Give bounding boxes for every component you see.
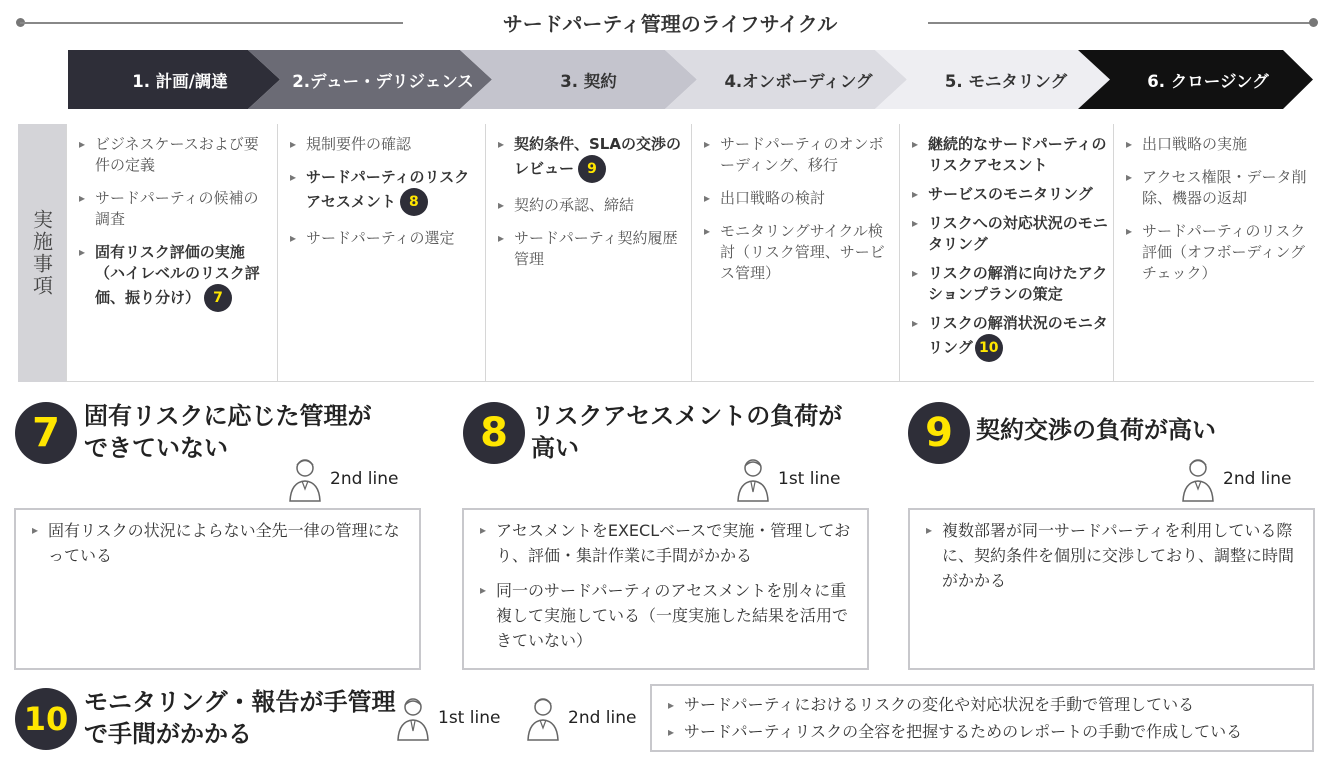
- list-item: ▸ サービスのモニタリング: [910, 184, 1109, 205]
- issue-badge-10: 10: [975, 334, 1003, 362]
- activities-side-label: [18, 124, 66, 382]
- list-item: ▸ リスクへの対応状況のモニタリング: [910, 213, 1109, 255]
- list-item: ▸ サードパーティの選定: [288, 228, 479, 249]
- issue-number-10: 10: [15, 688, 77, 750]
- activity-column-6: [1113, 124, 1314, 382]
- activity-column-3: [485, 124, 691, 382]
- list-item: ▸ 出口戦略の実施: [1124, 134, 1308, 155]
- list-item: ▸ 契約の承認、締結: [496, 195, 685, 216]
- line-label: 1st line: [778, 469, 841, 489]
- list-item: ▸ サードパーティのリスク評価（オフボーディングチェック）: [1124, 221, 1308, 284]
- issue-title-8: リスクアセスメントの負荷が 高い: [531, 402, 843, 462]
- issue-badge-9: 9: [578, 155, 606, 183]
- person-outline-icon: [736, 456, 770, 502]
- issue-number-8: 8: [463, 402, 525, 464]
- phase-2-label: 2.デュー・デリジェンス: [292, 71, 474, 91]
- list-item: ▸ 固有リスクの状況によらない全先一律の管理になっている: [30, 518, 407, 568]
- activities-label-text: 実施事項: [29, 209, 54, 297]
- line-tag-10-second: [526, 695, 636, 741]
- activity-bottom-rule: [66, 381, 1314, 382]
- list-item: ▸ モニタリングサイクル検討（リスク管理、サービス管理）: [702, 221, 893, 284]
- issue-box-9: [908, 508, 1315, 670]
- line-tag-8: [736, 456, 840, 502]
- list-item: ▸ サードパーティリスクの全容を把握するためのレポートの手動で作成している: [666, 720, 1300, 744]
- list-item: ▸ リスクの解消に向けたアクションプランの策定: [910, 263, 1109, 305]
- list-item: ▸ サードパーティ契約履歴管理: [496, 228, 685, 270]
- list-item: ▸ サードパーティのオンボーディング、移行: [702, 134, 893, 176]
- issue-title-9: 契約交渉の負荷が高い: [976, 416, 1216, 444]
- issue-badge-8: 8: [400, 188, 428, 216]
- list-item: ▸ 継続的なサードパーティのリスクアセスント: [910, 134, 1109, 176]
- list-item: ▸ 規制要件の確認: [288, 134, 479, 155]
- line-label: 1st line: [438, 708, 501, 728]
- issue-box-7: [14, 508, 421, 670]
- phase-5-label: 5. モニタリング: [944, 71, 1068, 91]
- list-item: ▸ 固有リスク評価の実施（ハイレベルのリスク評価、振り分け） 7: [77, 242, 271, 312]
- list-item: ▸ リスクの解消状況のモニタリング 10: [910, 313, 1109, 362]
- list-item: ▸ サードパーティにおけるリスクの変化や対応状況を手動で管理している: [666, 693, 1300, 717]
- page-title: サードパーティ管理のライフサイクル: [502, 12, 838, 36]
- person-outline-icon: [288, 456, 322, 502]
- activity-column-1: [66, 124, 277, 382]
- activity-column-4: [691, 124, 899, 382]
- line-tag-7: [288, 456, 398, 502]
- issue-number-9: 9: [908, 402, 970, 464]
- phase-3-label: 3. 契約: [560, 71, 617, 91]
- line-tag-9: [1181, 456, 1291, 502]
- list-item: ▸ 契約条件、SLAの交渉のレビュー 9: [496, 134, 685, 183]
- list-item: ▸ アセスメントをEXECLベースで実施・管理しており、評価・集計作業に手間がかかる: [478, 518, 855, 568]
- phase-6-label: 6. クロージング: [1147, 71, 1269, 91]
- person-outline-icon: [396, 695, 430, 741]
- list-item: ▸ サードパーティの候補の調査: [77, 188, 271, 230]
- issue-number-7: 7: [15, 402, 77, 464]
- line-tag-10-first: [396, 695, 500, 741]
- issue-box-8: [462, 508, 869, 670]
- phase-4-label: 4.オンボーディング: [724, 71, 873, 91]
- line-label: 2nd line: [330, 469, 399, 489]
- issue-title-10: モニタリング・報告が手管理 で手間がかかる: [84, 688, 396, 748]
- list-item: ▸ アクセス権限・データ削除、機器の返却: [1124, 167, 1308, 209]
- line-label: 2nd line: [568, 708, 637, 728]
- issue-title-7: 固有リスクに応じた管理が できていない: [84, 402, 372, 462]
- list-item: ▸ 複数部署が同一サードパーティを利用している際に、契約条件を個別に交渉しており、調整に時間がかかる: [924, 518, 1301, 593]
- activity-column-2: [277, 124, 485, 382]
- list-item: ▸ 出口戦略の検討: [702, 188, 893, 209]
- line-label: 2nd line: [1223, 469, 1292, 489]
- person-outline-icon: [1181, 456, 1215, 502]
- list-item: ▸ ビジネスケースおよび要件の定義: [77, 134, 271, 176]
- issue-badge-7: 7: [204, 284, 232, 312]
- issue-box-10: [650, 684, 1314, 752]
- phase-1-label: 1. 計画/調達: [132, 71, 228, 91]
- activity-column-5: [899, 124, 1113, 382]
- list-item: ▸ サードパーティのリスクアセスメント 8: [288, 167, 479, 216]
- list-item: ▸ 同一のサードパーティのアセスメントを別々に重複して実施している（一度実施した結果を活用できていない）: [478, 578, 855, 653]
- person-outline-icon: [526, 695, 560, 741]
